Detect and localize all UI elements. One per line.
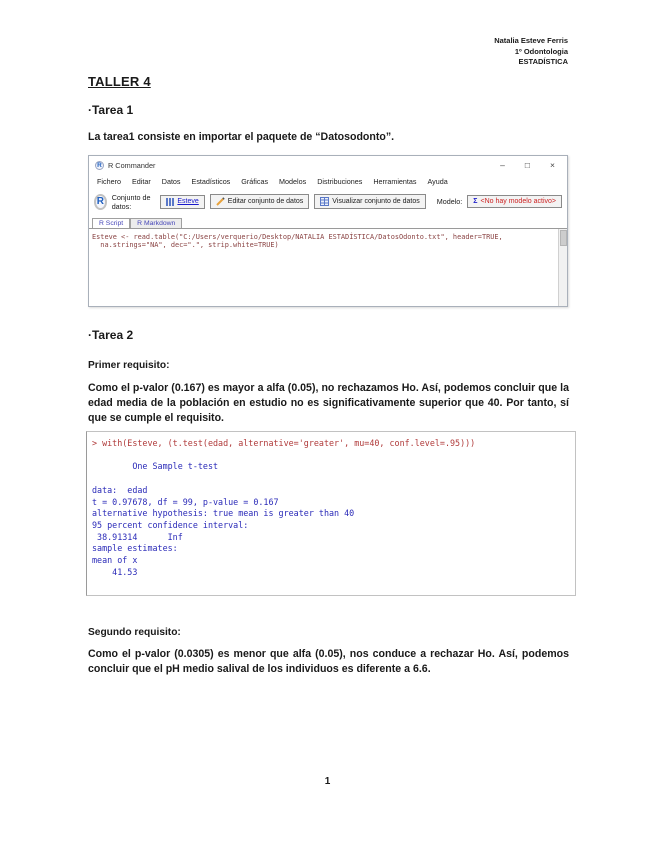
- editor-tabs: [89, 214, 567, 228]
- r-output-line: [92, 450, 565, 462]
- r-output-box: [86, 431, 576, 596]
- r-output-line: alternative hypothesis: true mean is greater than 40: [92, 508, 355, 519]
- scrollbar[interactable]: [558, 229, 567, 306]
- requisito1-label: Primer requisito:: [88, 360, 170, 371]
- r-output-line: 41.53: [92, 566, 138, 577]
- r-output-line: mean of x: [92, 555, 138, 566]
- model-button[interactable]: [467, 195, 562, 208]
- requisito2-paragraph: Como el p-valor (0.0305) es menor que alfa (0.05), nos conduce a rechazar Ho. Así, podemos concluir que el pH medio salival de los individuos es diferente a 6.6.: [88, 648, 569, 675]
- tarea2-heading: ·Tarea 2: [88, 328, 134, 342]
- requisito1-paragraph: Como el p-valor (0.167) es mayor a alfa (0.05), no rechazamos Ho. Así, podemos concluir que la edad media de la población en estudio no es significativamente superior que 40. Por tanto, sí que se cumple el requisito.: [88, 382, 569, 424]
- dataset-label: Conjunto de datos:: [111, 192, 151, 211]
- r-logo-icon: R: [95, 161, 104, 170]
- model-label: Modelo:: [436, 197, 463, 206]
- minimize-icon[interactable]: –: [500, 160, 505, 170]
- menu-estadisticos[interactable]: Estadísticos: [191, 177, 231, 186]
- course-name: 1º Odontologia: [514, 46, 568, 56]
- tab-r-script[interactable]: R Script: [92, 218, 130, 228]
- menu-bar: [89, 174, 567, 189]
- menu-datos[interactable]: Datos: [161, 177, 181, 186]
- author-name: Natalia Esteve Ferris: [494, 36, 568, 45]
- tarea1-intro: La tarea1 consiste en importar el paquete de “Datosodonto”.: [88, 131, 395, 143]
- table-icon: [166, 198, 174, 206]
- menu-herramientas[interactable]: Herramientas: [373, 177, 417, 186]
- tarea1-heading: ·Tarea 1: [88, 103, 134, 117]
- window-title: R Commander: [108, 160, 156, 170]
- menu-distribuciones[interactable]: Distribuciones: [317, 177, 363, 186]
- view-dataset-button[interactable]: [314, 194, 425, 209]
- edit-dataset-button[interactable]: [210, 194, 310, 209]
- script-line-2: na.strings="NA", dec=".", strip.white=TRUE): [92, 241, 279, 250]
- page-number: 1: [324, 776, 331, 787]
- scrollbar-thumb[interactable]: [560, 230, 567, 246]
- subject-name: ESTADÍSTICA: [518, 57, 568, 66]
- view-dataset-label: Visualizar conjunto de datos: [332, 198, 420, 205]
- edit-dataset-label: Editar conjunto de datos: [227, 198, 304, 205]
- r-output-line: [92, 473, 565, 485]
- requisito2-label: Segundo requisito:: [88, 627, 181, 638]
- document-header: [494, 36, 568, 68]
- r-output-line: sample estimates:: [92, 543, 178, 554]
- model-value: <No hay modelo activo>: [480, 198, 556, 205]
- menu-editar[interactable]: Editar: [131, 177, 151, 186]
- rcommander-titlebar: [89, 156, 567, 174]
- page-title: TALLER 4: [88, 74, 151, 89]
- dataset-button[interactable]: [160, 195, 204, 209]
- r-output-line: > with(Esteve, (t.test(edad, alternative='greater', mu=40, conf.level=.95))): [92, 438, 476, 448]
- script-line-1: Esteve <- read.table("C:/Users/verquerio/Desktop/NATALIA ESTADÍSTICA/DatosOdonto.txt", header=TRUE,: [92, 233, 503, 241]
- r-output-line: data: edad: [92, 484, 148, 495]
- dataset-name: Esteve: [177, 198, 199, 205]
- r-output-line: One Sample t-test: [92, 461, 219, 472]
- view-table-icon: [320, 197, 329, 206]
- r-output-line: t = 0.97678, df = 99, p-value = 0.167: [92, 496, 279, 507]
- tab-r-markdown[interactable]: R Markdown: [130, 218, 182, 228]
- rcommander-window: [88, 155, 568, 307]
- r-output-line: 95 percent confidence interval:: [92, 519, 249, 530]
- r-output-line: 38.91314 Inf: [92, 531, 183, 542]
- menu-fichero[interactable]: Fichero: [97, 177, 121, 186]
- pencil-icon: [216, 197, 225, 206]
- menu-ayuda[interactable]: Ayuda: [427, 177, 448, 186]
- menu-modelos[interactable]: Modelos: [279, 177, 307, 186]
- maximize-icon[interactable]: □: [524, 160, 531, 170]
- tool-bar: [89, 189, 567, 214]
- menu-graficas[interactable]: Gráficas: [241, 177, 269, 186]
- script-editor[interactable]: [89, 228, 567, 306]
- r-logo-icon: R: [94, 194, 107, 210]
- close-icon[interactable]: ×: [550, 160, 555, 170]
- sigma-icon: Σ: [473, 198, 478, 205]
